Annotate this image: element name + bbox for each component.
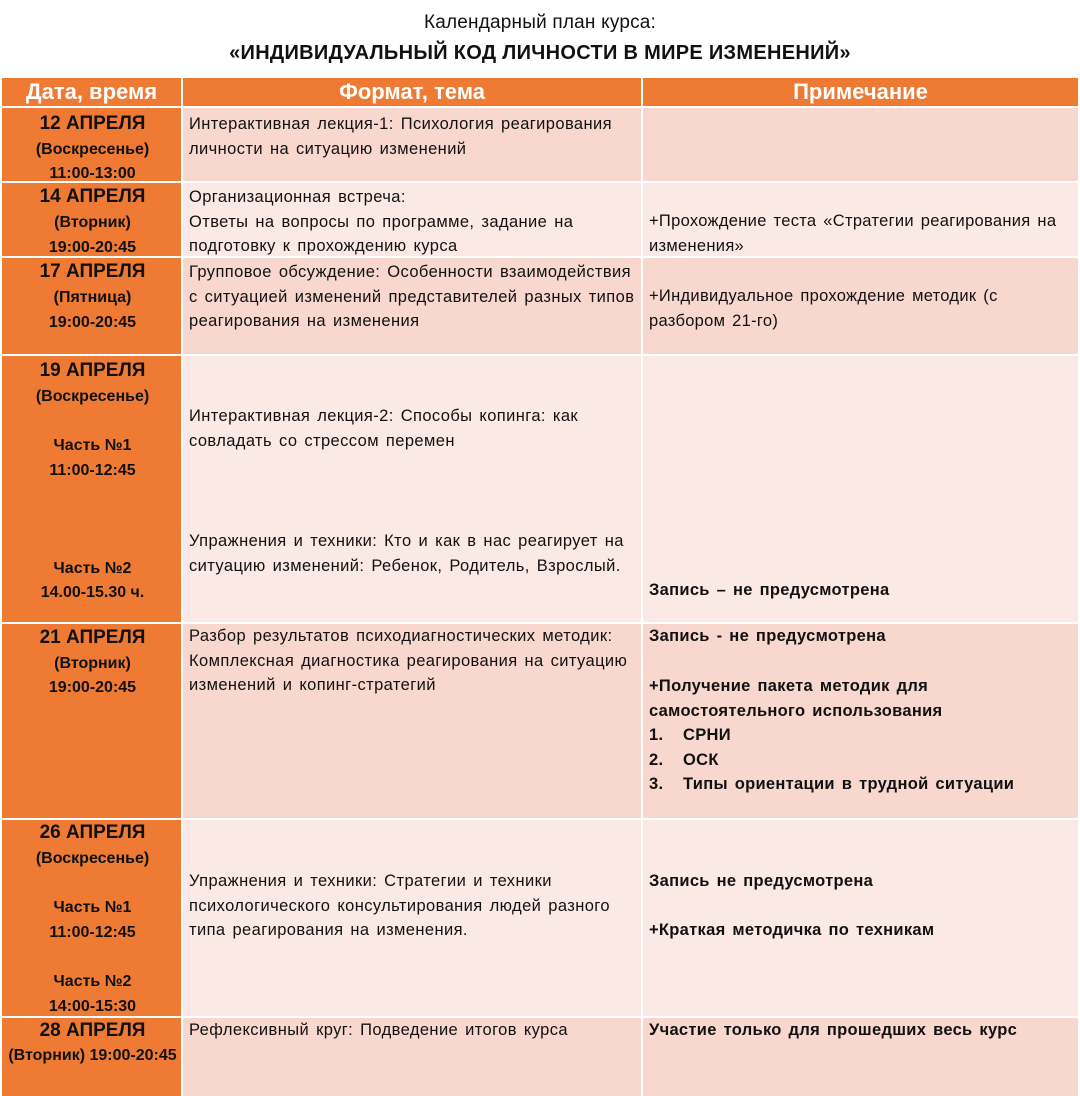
date-label: 17 АПРЕЛЯ [39,261,146,282]
topic-cell [183,624,643,818]
weekday-label: (Воскресенье) [35,141,150,158]
part-label: Часть №1 [53,437,132,454]
date-label: 19 АПРЕЛЯ [39,360,146,381]
weekday-time-label: (Вторник) 19:00-20:45 [8,1047,177,1064]
topic-text: Упражнения и техники: Кто и как в нас реагирует на ситуацию изменений: Ребенок, Родитель, Взрослый. [189,532,624,575]
list-text: ОСК [683,750,719,769]
time-label: 14:00-15:30 [48,998,137,1015]
date-cell [2,258,183,354]
weekday-label: (Воскресенье) [35,388,150,405]
list-number: 2. [649,750,664,769]
table-row [2,106,1078,181]
note-text: +Краткая методичка по техникам [649,921,935,939]
note-cell [643,356,1078,622]
date-label: 12 АПРЕЛЯ [39,113,146,134]
note-text: +Получение пакета методик для самостоятельного использования [649,677,943,720]
date-cell [2,820,183,1016]
note-cell [643,258,1078,354]
table-row [2,1016,1078,1096]
topic-text: Разбор результатов психодиагностических методик: Комплексная диагностика реагирования на ситуацию изменений и копинг-стратегий [189,627,628,694]
note-text: Запись – не предусмотрена [649,581,890,599]
date-cell [2,183,183,256]
topic-text: Упражнения и техники: Стратегии и техники психологического консультирования людей разного типа реагирования на изменения. [189,872,610,939]
list-number: 3. [649,775,664,793]
plan-subtitle: Календарный план курса: [423,12,657,33]
part-label: Часть №2 [53,973,132,990]
weekday-label: (Пятница) [53,289,132,306]
date-cell [2,1018,183,1096]
topic-cell [183,108,643,181]
table-row [2,181,1078,256]
note-cell [643,820,1078,1016]
table-row [2,818,1078,1016]
table-row [2,256,1078,354]
list-number: 1. [649,726,664,744]
date-label: 26 АПРЕЛЯ [39,822,146,843]
time-label: 11:00-12:45 [49,924,136,941]
part-label: Часть №1 [53,899,132,916]
topic-body: Ответы на вопросы по программе, задание на подготовку к прохождению курса [189,212,574,255]
topic-text: Групповое обсуждение: Особенности взаимодействия с ситуацией изменений представителей разных типов реагирования на изменения [189,263,635,330]
time-label: 19:00-20:45 [48,314,137,331]
topic-text: Интерактивная лекция-1: Психология реагирования личности на ситуацию изменений [189,115,612,158]
time-label: 19:00-20:45 [48,239,137,256]
time-label: 19:00-20:45 [48,679,137,696]
topic-cell [183,820,643,1016]
list-item [649,748,1074,773]
header-note: Примечание [793,79,928,104]
weekday-label: (Вторник) [54,655,131,672]
header-date: Дата, время [2,78,183,106]
note-cell [643,183,1078,256]
note-text: Участие только для прошедших весь курс [649,1021,1018,1039]
time-label: 14.00-15.30 ч. [40,584,145,601]
list-text: СРНИ [683,726,731,744]
course-title: «ИНДИВИДУАЛЬНЫЙ КОД ЛИЧНОСТИ В МИРЕ ИЗМЕНЕНИЙ» [229,42,851,64]
date-cell [2,624,183,818]
table-row [2,622,1078,818]
note-text: +Прохождение теста «Стратегии реагирования на изменения» [649,212,1057,255]
topic-text: Рефлексивный круг: Подведение итогов курса [189,1021,568,1039]
header-topic: Формат, тема [183,78,643,106]
weekday-label: (Воскресенье) [35,850,150,867]
topic-cell [183,258,643,354]
table-row [2,354,1078,622]
schedule-table [2,78,1078,1096]
note-text: +Индивидуальное прохождение методик (с разбором 21-го) [649,287,998,330]
note-text: Запись не предусмотрена [649,872,874,890]
topic-cell [183,356,643,622]
topic-text: Интерактивная лекция-2: Способы копинга: как совладать со стрессом перемен [189,407,579,450]
date-label: 28 АПРЕЛЯ [39,1020,146,1041]
topic-heading: Организационная встреча: [189,188,406,206]
note-list [649,723,1074,797]
date-label: 14 АПРЕЛЯ [39,186,146,207]
table-header [2,78,1078,106]
note-cell [643,108,1078,181]
topic-cell [183,183,643,256]
note-text: Запись - не предусмотрена [649,627,886,645]
list-item [649,723,1074,748]
date-cell [2,108,183,181]
date-label: 21 АПРЕЛЯ [39,627,146,648]
part-label: Часть №2 [53,560,132,577]
topic-text [189,185,637,259]
topic-cell [183,1018,643,1096]
note-cell [643,624,1078,818]
date-cell [2,356,183,622]
weekday-label: (Вторник) [54,214,131,231]
note-cell [643,1018,1078,1096]
time-label: 11:00-13:00 [49,165,136,182]
list-item [649,772,1074,797]
list-text: Типы ориентации в трудной ситуации [683,775,1015,793]
time-label: 11:00-12:45 [49,462,136,479]
